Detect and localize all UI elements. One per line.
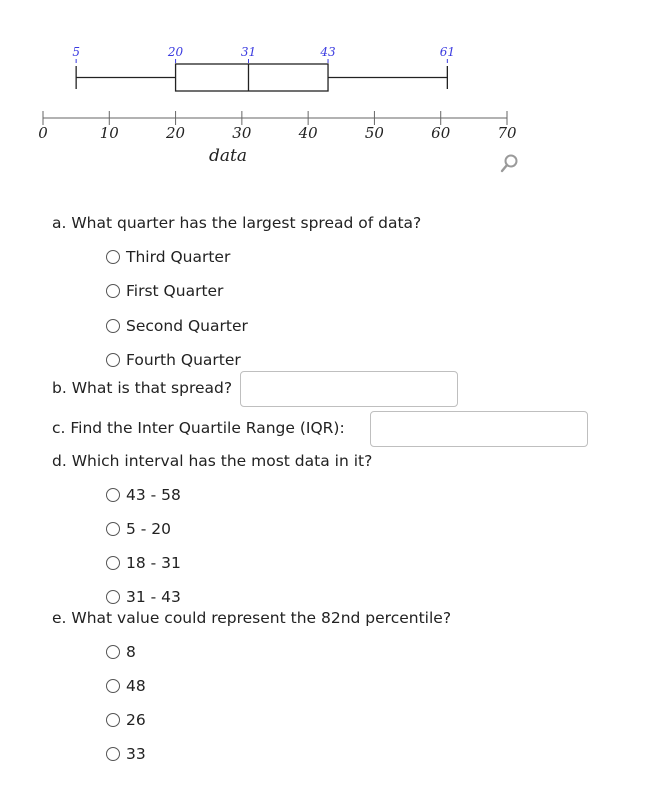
stat-label-median: 31 xyxy=(240,45,257,59)
option-label: 26 xyxy=(126,711,146,729)
axis-tick-label: 60 xyxy=(431,124,451,142)
radio-button[interactable] xyxy=(106,353,120,367)
option-label: Second Quarter xyxy=(126,317,248,335)
option-label: Third Quarter xyxy=(126,248,231,266)
stat-label-q1: 20 xyxy=(167,45,184,59)
stat-label-max: 61 xyxy=(439,45,455,59)
radio-button[interactable] xyxy=(106,747,120,761)
option-label: 48 xyxy=(126,677,146,695)
iqr-answer-input[interactable] xyxy=(370,411,588,447)
option-label: First Quarter xyxy=(126,282,224,300)
box-plot xyxy=(0,0,661,200)
option-a-third-quarter[interactable] xyxy=(106,248,230,266)
option-a-second-quarter[interactable] xyxy=(106,317,248,335)
question-d-prompt: d. Which interval has the most data in it? xyxy=(52,452,373,470)
option-label: Fourth Quarter xyxy=(126,351,241,369)
option-e-33[interactable] xyxy=(106,745,146,763)
axis-tick-label: 30 xyxy=(232,124,252,142)
axis-tick-label: 10 xyxy=(99,124,119,142)
radio-button[interactable] xyxy=(106,590,120,604)
axis-tick-label: 20 xyxy=(166,124,186,142)
iqr-box xyxy=(176,64,328,91)
option-e-8[interactable] xyxy=(106,643,136,661)
radio-button[interactable] xyxy=(106,645,120,659)
stat-label-q3: 43 xyxy=(320,45,336,59)
option-d-43-58[interactable] xyxy=(106,486,181,504)
axis-tick-label: 0 xyxy=(38,124,48,142)
option-e-48[interactable] xyxy=(106,677,146,695)
question-e-prompt: e. What value could represent the 82nd percentile? xyxy=(52,609,452,627)
option-label: 31 - 43 xyxy=(126,588,181,606)
box-and-whisker xyxy=(72,45,455,91)
axis-title: data xyxy=(209,146,247,166)
option-e-26[interactable] xyxy=(106,711,146,729)
option-d-18-31[interactable] xyxy=(106,554,181,572)
question-a-prompt: a. What quarter has the largest spread of data? xyxy=(52,214,422,232)
spread-answer-input[interactable] xyxy=(240,371,458,407)
radio-button[interactable] xyxy=(106,284,120,298)
option-label: 5 - 20 xyxy=(126,520,172,538)
axis-tick-label: 70 xyxy=(497,124,517,142)
radio-button[interactable] xyxy=(106,556,120,570)
radio-button[interactable] xyxy=(106,522,120,536)
option-label: 8 xyxy=(126,643,136,661)
radio-button[interactable] xyxy=(106,488,120,502)
option-label: 33 xyxy=(126,745,146,763)
radio-button[interactable] xyxy=(106,250,120,264)
question-b-prompt: b. What is that spread? xyxy=(52,379,233,397)
option-d-5-20[interactable] xyxy=(106,520,171,538)
radio-button[interactable] xyxy=(106,713,120,727)
axis-tick-label: 40 xyxy=(298,124,318,142)
stat-label-min: 5 xyxy=(72,45,80,59)
number-line-axis xyxy=(38,111,517,142)
radio-button[interactable] xyxy=(106,319,120,333)
axis-tick-label: 50 xyxy=(364,124,384,142)
option-a-fourth-quarter[interactable] xyxy=(106,351,241,369)
question-c-prompt: c. Find the Inter Quartile Range (IQR): xyxy=(52,419,345,437)
option-a-first-quarter[interactable] xyxy=(106,282,223,300)
magnifier-icon[interactable] xyxy=(502,156,517,172)
option-label: 43 - 58 xyxy=(126,486,181,504)
option-label: 18 - 31 xyxy=(126,554,181,572)
option-d-31-43[interactable] xyxy=(106,588,181,606)
radio-button[interactable] xyxy=(106,679,120,693)
